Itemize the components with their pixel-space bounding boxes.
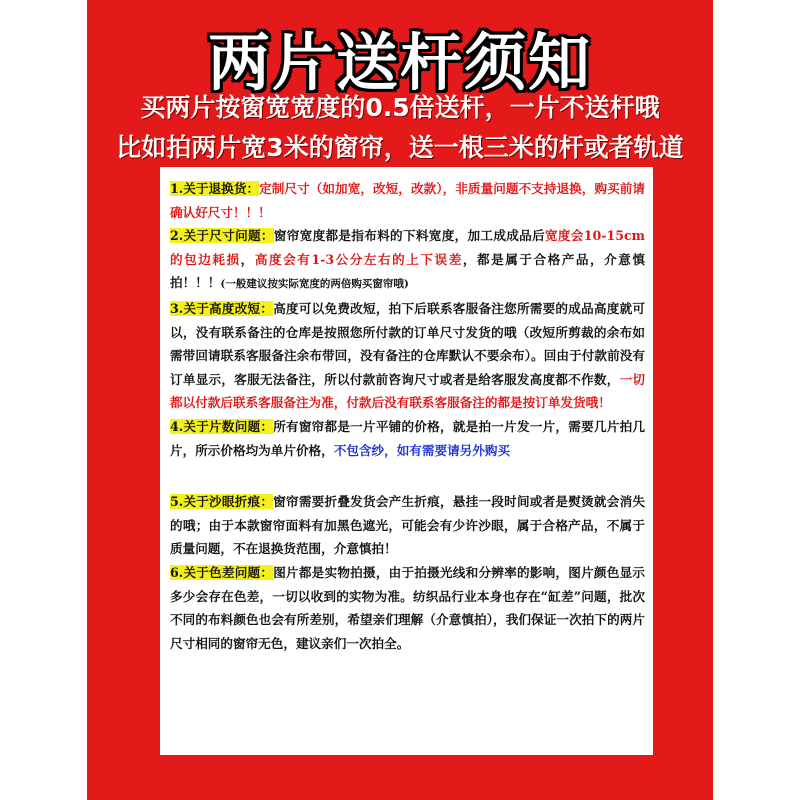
section-creases [170,490,645,561]
section-heading: 1.关于退换货： [170,181,260,196]
section-heading: 6.关于色差问题： [170,564,274,580]
section-heading: 3.关于高度改短： [170,300,274,316]
section-note: (一般建议按实际宽度的两倍购买窗帘哦) [220,278,409,291]
spacer [170,462,645,490]
section-text-red: 宽度会10-15cm的包边耗损 [170,228,645,267]
section-text: 图片都是实物拍摄，由于拍摄光线和分辨率的影响，图片颜色显示多少会存在色差，一切以收到的实物为准。纺织品行业本身也存在“缸差”问题，批次不同的布料颜色也会有所差别，希望亲们理解（介意慎拍），我们保证一次拍下的两片尺寸相同的窗帘无色，建议亲们一次拍全。 [170,564,645,651]
poster-title: 两片送杆须知 [207,26,592,99]
section-size [170,224,645,297]
subtitle-line-1: 买两片按窗宽宽度的0.5倍送杆，一片不送杆哦 [140,93,660,122]
section-text: ，都是属于合格产品，介意慎拍！！！ [170,251,646,291]
section-text: 窗帘需要折叠发货会产生折痕，悬挂一段时间或者是熨烫就会消失的哦；由于本款窗帘面料有加黑色遮光，可能会有少许沙眼，属于合格产品，不属于质量问题，不在退换货范围，介意慎拍！ [170,494,645,557]
section-text: 所有窗帘都是一片平铺的价格，就是拍一片发一片，需要几片拍几片，所示价格均为单片价格， [170,418,645,458]
section-text-red: 高度会有1-3公分左右的上下误差 [254,251,463,267]
section-text-red: 一切都以付款后联系客服备注为准，付款后没有联系客服备注的都是按订单发货哦！ [170,371,646,411]
section-text: 定制尺寸（如加宽，改短，改款），非质量问题不支持退换，购买前请确认好尺寸！！！ [170,181,645,220]
section-text: 窗帘宽度都是指布料的下料宽度，加工成成品后 [273,228,545,244]
section-text-blue: 如有需要请另外购买 [396,442,511,458]
section-color [170,561,645,655]
notice-panel [160,167,653,755]
section-heading: 5.关于沙眼折痕： [170,494,274,510]
section-text: ， [240,251,255,267]
section-heading: 4.关于片数问题： [170,418,274,434]
subtitle-line-2: 比如拍两片宽3米的窗帘，送一根三米的杆或者轨道 [116,133,684,162]
section-heading: 2.关于尺寸问题： [170,228,274,244]
section-returns [170,177,645,224]
section-text-blue: 不包含纱， [333,442,397,458]
section-text: 高度可以免费改短，拍下后联系客服备注您所需要的成品高度就可以，没有联系备注的仓库是按照您所付款的订单尺寸发货的哦（改短所剪裁的余布如需带回请联系客服备注余布带回，没有备注的仓库默认不要余布）。回由于付款前没有订单显示，客服无法备注，所以付款前咨询尺寸或者是给客服发高度都不作数， [170,300,645,387]
section-height [170,297,645,415]
notice-poster [87,0,713,800]
section-quantity [170,415,645,462]
